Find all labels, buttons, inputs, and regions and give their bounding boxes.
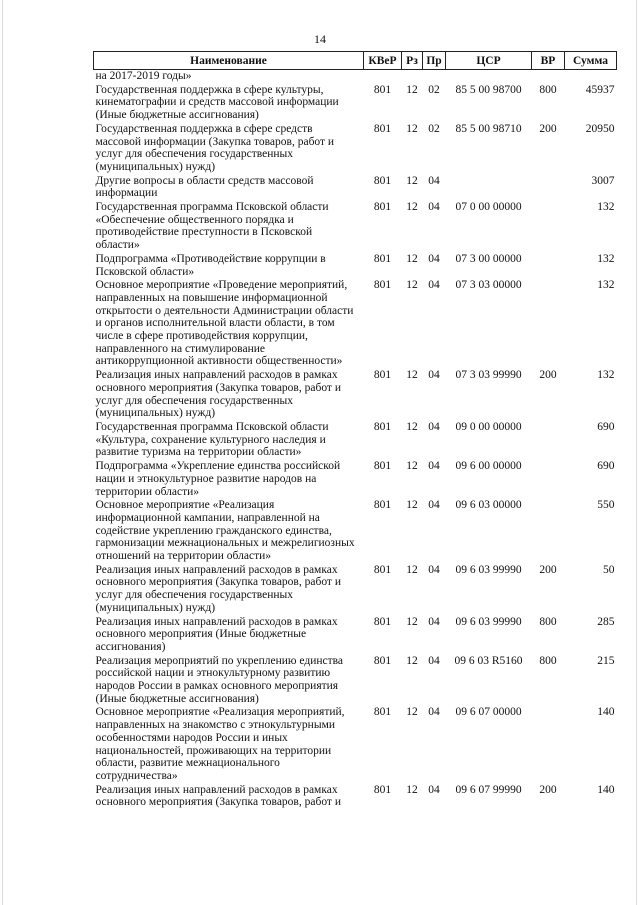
row-pr: 04 (428, 420, 440, 433)
header-name: Наименование (94, 52, 364, 70)
header-csr: ЦСР (446, 52, 532, 70)
page-number: 14 (314, 32, 326, 46)
row-sum: 132 (597, 252, 615, 265)
row-sum: 690 (597, 460, 615, 473)
table-row (94, 123, 617, 175)
row-sum: 50 (603, 563, 615, 576)
row-csr (446, 70, 532, 84)
row-rz: 12 (406, 783, 418, 796)
row-pr: 04 (428, 279, 440, 292)
row-name: Реализация иных направлений расходов в рамках основного мероприятия (Закупка товаров, работ и (95, 783, 341, 809)
row-rz: 12 (406, 369, 418, 382)
table-row (94, 70, 617, 84)
row-vr (532, 706, 565, 783)
row-rz: 12 (406, 252, 418, 265)
row-kver: 801 (373, 369, 392, 382)
row-csr: 09 6 00 00000 (455, 460, 522, 473)
row-name: Подпрограмма «Укрепление единства российской нации и этнокультурное развитие народов на территории области» (95, 460, 341, 498)
table-row (94, 175, 617, 201)
row-rz: 12 (406, 706, 418, 719)
row-rz: 12 (406, 460, 418, 473)
row-pr: 02 (428, 122, 440, 135)
row-sum: 132 (597, 279, 615, 292)
table-row (94, 655, 617, 707)
table-row (94, 706, 617, 783)
row-name: Реализация иных направлений расходов в рамках основного мероприятия (Закупка товаров, работ и услуг для обеспечения государственных (муниципальных) нужд) (95, 369, 341, 420)
table-row (94, 784, 617, 810)
row-pr: 04 (428, 706, 440, 719)
row-kver: 801 (373, 460, 392, 473)
row-vr: 200 (539, 783, 557, 796)
row-kver: 801 (373, 252, 392, 265)
row-csr: 09 6 07 99990 (455, 783, 522, 796)
row-csr: 07 3 03 00000 (455, 279, 522, 292)
row-rz: 12 (406, 654, 418, 667)
table-row (94, 421, 617, 460)
row-rz: 12 (406, 122, 418, 135)
scan-edge-right (636, 0, 637, 905)
row-csr: 85 5 00 98710 (455, 122, 522, 135)
row-sum: 550 (597, 499, 615, 512)
row-name: Основное мероприятие «Реализация информационной кампании, направленной на содействие укреплению гражданского единства, гармонизации межнациональных и межрелигиозных отношений на территории области» (95, 499, 355, 563)
row-pr: 02 (428, 83, 440, 96)
header-sum: Сумма (565, 52, 617, 70)
row-csr: 85 5 00 98700 (455, 83, 522, 96)
row-sum: 285 (597, 615, 615, 628)
row-rz: 12 (406, 279, 418, 292)
row-name: на 2017-2019 годы» (95, 70, 192, 82)
row-vr: 800 (539, 83, 557, 96)
row-pr: 04 (428, 783, 440, 796)
row-vr (532, 175, 565, 201)
row-csr: 09 6 03 00000 (455, 499, 522, 512)
table-row (94, 84, 617, 123)
row-vr (532, 460, 565, 499)
row-vr: 200 (539, 563, 557, 576)
row-sum: 132 (597, 201, 615, 214)
row-pr: 04 (428, 499, 440, 512)
row-vr: 200 (539, 369, 557, 382)
table-row (94, 499, 617, 564)
row-name: Государственная поддержка в сфере культуры, кинематографии и средств массовой информации (Иные бюджетные ассигнования) (95, 83, 339, 122)
row-csr: 07 0 00 00000 (455, 201, 522, 214)
row-sum (565, 70, 617, 84)
row-pr: 04 (428, 460, 440, 473)
row-csr: 09 6 03 99990 (455, 615, 522, 628)
row-name: Другие вопросы в области средств массовой информации (95, 174, 314, 200)
row-rz (402, 70, 423, 84)
row-kver: 801 (373, 499, 392, 512)
row-pr: 04 (428, 201, 440, 214)
table-row (94, 564, 617, 616)
row-sum: 132 (597, 369, 615, 382)
table-row (94, 279, 617, 369)
table-header-row (94, 52, 617, 70)
row-name: Реализация иных направлений расходов в рамках основного мероприятия (Закупка товаров, работ и услуг для обеспечения государственных (муниципальных) нужд) (95, 563, 341, 614)
header-vr: ВР (532, 52, 565, 70)
row-rz: 12 (406, 420, 418, 433)
header-pr: Пр (423, 52, 446, 70)
row-kver: 801 (373, 122, 392, 135)
row-pr: 04 (428, 369, 440, 382)
budget-table (93, 51, 617, 810)
header-kver: КВеР (364, 52, 402, 70)
row-vr (532, 499, 565, 564)
row-csr: 09 6 03 R5160 (454, 654, 523, 667)
row-csr: 07 3 03 99990 (455, 369, 522, 382)
row-pr: 04 (428, 174, 440, 187)
row-csr: 07 3 00 00000 (455, 252, 522, 265)
row-sum: 3007 (591, 174, 615, 187)
row-kver: 801 (373, 654, 392, 667)
row-rz: 12 (406, 615, 418, 628)
row-sum: 215 (597, 654, 615, 667)
row-vr (532, 70, 565, 84)
row-rz: 12 (406, 174, 418, 187)
row-kver: 801 (373, 706, 392, 719)
row-rz: 12 (406, 499, 418, 512)
row-kver: 801 (373, 615, 392, 628)
row-pr: 04 (428, 252, 440, 265)
table-row (94, 201, 617, 253)
row-vr (532, 279, 565, 369)
row-name: Подпрограмма «Противодействие коррупции в Псковской области» (95, 252, 326, 278)
row-sum: 690 (597, 420, 615, 433)
row-name: Реализация иных направлений расходов в рамках основного мероприятия (Иные бюджетные ассигнования) (95, 615, 338, 653)
scan-edge-left (2, 0, 3, 905)
row-name: Государственная программа Псковской области «Культура, сохранение культурного наследия и развитие туризма на территории области» (95, 420, 329, 459)
row-vr (532, 253, 565, 279)
row-rz: 12 (406, 201, 418, 214)
header-rz: Рз (402, 52, 423, 70)
row-kver: 801 (373, 783, 392, 796)
row-sum: 45937 (585, 83, 615, 96)
row-csr: 09 6 03 99990 (455, 563, 522, 576)
row-sum: 20950 (585, 122, 615, 135)
row-pr: 04 (428, 615, 440, 628)
row-kver (364, 70, 402, 84)
row-name: Государственная поддержка в сфере средств массовой информации (Закупка товаров, работ и услуг для обеспечения государственных (муниципальных) нужд) (95, 122, 335, 173)
row-kver: 801 (373, 563, 392, 576)
table-row (94, 369, 617, 421)
row-kver: 801 (373, 420, 392, 433)
row-kver: 801 (373, 83, 392, 96)
row-vr: 200 (539, 122, 557, 135)
row-pr (423, 70, 446, 84)
row-kver: 801 (373, 201, 392, 214)
row-name: Основное мероприятие «Проведение мероприятий, направленных на повышение информационной открытости о деятельности Администрации области и органов исполнительной власти области, в том числе в сфере противодействия коррупции, направленного на стимулирование антикоррупционной активности общественности» (95, 279, 354, 368)
row-csr: 09 0 00 00000 (455, 420, 522, 433)
row-rz: 12 (406, 563, 418, 576)
row-kver: 801 (373, 174, 392, 187)
row-sum: 140 (597, 706, 615, 719)
row-pr: 04 (428, 563, 440, 576)
row-vr: 800 (539, 654, 557, 667)
row-vr (532, 421, 565, 460)
row-vr (532, 201, 565, 253)
row-rz: 12 (406, 83, 418, 96)
row-csr: 09 6 07 00000 (455, 706, 522, 719)
row-vr: 800 (539, 615, 557, 628)
table-row (94, 616, 617, 655)
table-row (94, 460, 617, 499)
table-row (94, 253, 617, 279)
row-sum: 140 (597, 783, 615, 796)
row-csr (446, 175, 532, 201)
row-name: Государственная программа Псковской области «Обеспечение общественного порядка и противодействие преступности в Псковской области» (95, 201, 329, 252)
row-name: Основное мероприятие «Реализация мероприятий, направленных на знакомство с этнокультурными особенностями народов России и иных национальностей, проживающих на территории области, развитие межнационального сотрудничества» (95, 706, 345, 782)
row-kver: 801 (373, 279, 392, 292)
row-name: Реализация мероприятий по укреплению единства российской нации и этнокультурному развитию народов России в рамках основного мероприятия (Иные бюджетные ассигнования) (95, 654, 344, 705)
row-pr: 04 (428, 654, 440, 667)
